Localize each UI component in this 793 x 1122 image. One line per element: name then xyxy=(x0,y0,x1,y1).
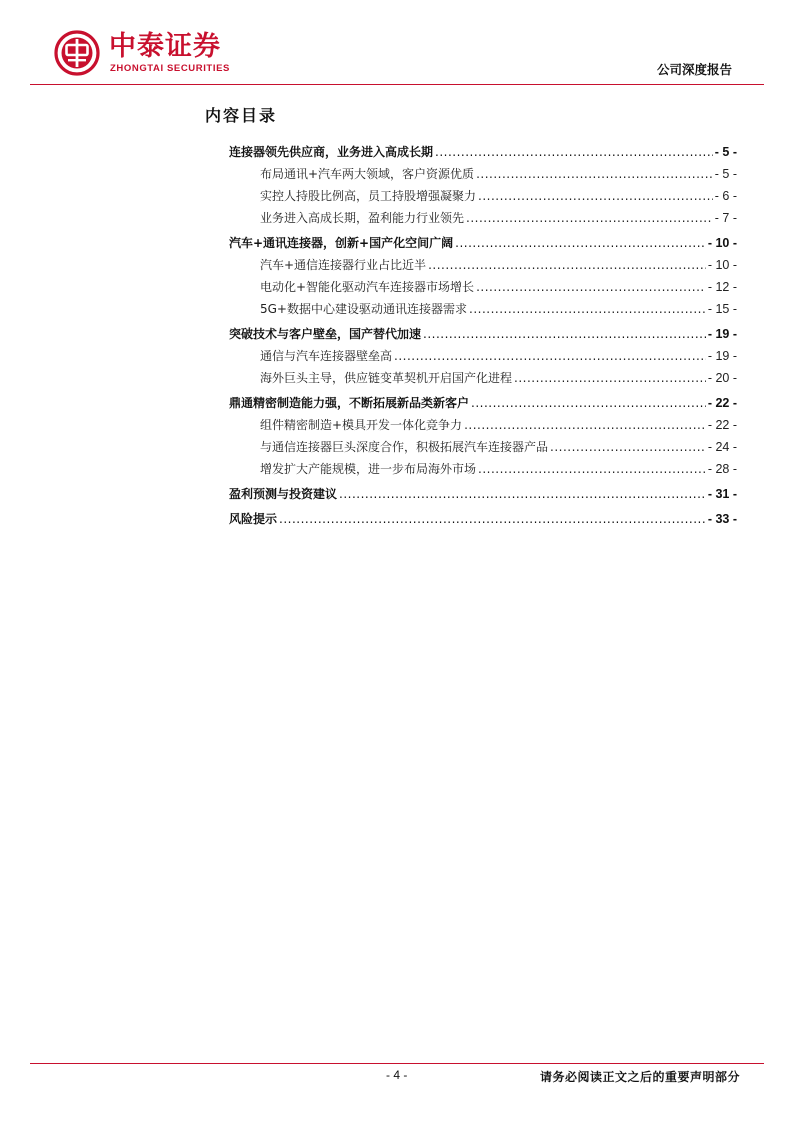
toc-entry-text: 布局通讯+汽车两大领域，客户资源优质 xyxy=(260,167,475,181)
brand-name-cn: 中泰证券 xyxy=(109,31,221,62)
toc-section-entry[interactable] xyxy=(229,394,737,416)
toc-subsection-entry[interactable] xyxy=(229,256,737,278)
toc-page-number: - 6 - xyxy=(714,189,737,203)
toc-subsection-entry[interactable] xyxy=(229,209,737,231)
toc-entry-text: 增发扩大产能规模，进一步布局海外市场 xyxy=(260,462,477,476)
toc-leader-dots xyxy=(279,512,706,526)
toc-entry-text: 汽车+通信连接器行业占比近半 xyxy=(260,258,427,272)
toc-page-number: - 15 - xyxy=(707,302,737,316)
toc-leader-dots xyxy=(435,145,713,159)
toc-leader-dots xyxy=(464,418,706,432)
toc-leader-dots xyxy=(455,236,706,250)
toc-leader-dots xyxy=(550,440,706,454)
header-divider xyxy=(30,84,764,85)
toc-page-number: - 19 - xyxy=(707,349,737,363)
toc-page-number: - 10 - xyxy=(707,258,737,272)
toc-leader-dots xyxy=(339,487,706,501)
toc-page-number: - 5 - xyxy=(714,167,737,181)
toc-entry-text: 鼎通精密制造能力强，不断拓展新品类新客户 xyxy=(229,396,470,410)
toc-page-number: - 24 - xyxy=(707,440,737,454)
toc-page-number: - 33 - xyxy=(707,512,737,526)
toc-subsection-entry[interactable] xyxy=(229,438,737,460)
toc-section-entry[interactable] xyxy=(229,510,737,532)
page-header xyxy=(0,0,793,90)
toc-page-number: - 10 - xyxy=(707,236,737,250)
toc-entry-text: 海外巨头主导，供应链变革契机开启国产化进程 xyxy=(260,371,513,385)
toc-section-entry[interactable] xyxy=(229,234,737,256)
toc-title: 内容目录 xyxy=(205,106,278,125)
toc-subsection-entry[interactable] xyxy=(229,416,737,438)
toc-entry-text: 风险提示 xyxy=(229,512,278,526)
toc-page-number: - 12 - xyxy=(707,280,737,294)
toc-leader-dots xyxy=(394,349,706,363)
toc-subsection-entry[interactable] xyxy=(229,300,737,322)
toc-page-number: - 5 - xyxy=(714,145,737,159)
toc-subsection-entry[interactable] xyxy=(229,187,737,209)
toc-subsection-entry[interactable] xyxy=(229,347,737,369)
toc-page-number: - 20 - xyxy=(707,371,737,385)
toc-entry-text: 连接器领先供应商，业务进入高成长期 xyxy=(229,145,434,159)
brand-name-en: ZHONGTAI SECURITIES xyxy=(110,63,230,74)
toc-subsection-entry[interactable] xyxy=(229,165,737,187)
toc-subsection-entry[interactable] xyxy=(229,369,737,391)
toc-leader-dots xyxy=(514,371,706,385)
toc-leader-dots xyxy=(423,327,706,341)
toc-entry-text: 盈利预测与投资建议 xyxy=(229,487,338,501)
toc-entry-text: 组件精密制造+模具开发一体化竞争力 xyxy=(260,418,463,432)
toc-page-number: - 28 - xyxy=(707,462,737,476)
toc-page-number: - 22 - xyxy=(707,396,737,410)
zhongtai-logo-icon xyxy=(54,30,100,76)
toc-entry-text: 通信与汽车连接器壁垒高 xyxy=(260,349,393,363)
footer-disclaimer: 请务必阅读正文之后的重要声明部分 xyxy=(539,1070,740,1084)
toc-entry-text: 突破技术与客户壁垒，国产替代加速 xyxy=(229,327,422,341)
toc-page-number: - 19 - xyxy=(707,327,737,341)
toc-entry-text: 汽车+通讯连接器，创新+国产化空间广阔 xyxy=(229,236,454,250)
toc-page-number: - 7 - xyxy=(714,211,737,225)
toc-leader-dots xyxy=(471,396,706,410)
toc-leader-dots xyxy=(476,280,706,294)
toc-leader-dots xyxy=(469,302,706,316)
toc-entry-text: 实控人持股比例高，员工持股增强凝聚力 xyxy=(260,189,477,203)
toc-entry-text: 电动化+智能化驱动汽车连接器市场增长 xyxy=(260,280,475,294)
table-of-contents xyxy=(229,143,737,532)
page-number: - 4 - xyxy=(386,1068,408,1082)
toc-entry-text: 与通信连接器巨头深度合作，积极拓展汽车连接器产品 xyxy=(260,440,549,454)
toc-leader-dots xyxy=(428,258,706,272)
toc-section-entry[interactable] xyxy=(229,325,737,347)
footer-divider xyxy=(30,1063,764,1064)
toc-page-number: - 22 - xyxy=(707,418,737,432)
toc-entry-text: 业务进入高成长期，盈利能力行业领先 xyxy=(260,211,465,225)
toc-leader-dots xyxy=(476,167,713,181)
report-type-label: 公司深度报告 xyxy=(656,62,732,77)
toc-page-number: - 31 - xyxy=(707,487,737,501)
toc-subsection-entry[interactable] xyxy=(229,278,737,300)
toc-leader-dots xyxy=(466,211,713,225)
toc-leader-dots xyxy=(478,189,713,203)
toc-leader-dots xyxy=(478,462,706,476)
toc-section-entry[interactable] xyxy=(229,485,737,507)
toc-subsection-entry[interactable] xyxy=(229,460,737,482)
toc-entry-text: 5G+数据中心建设驱动通讯连接器需求 xyxy=(260,302,467,316)
toc-section-entry[interactable] xyxy=(229,143,737,165)
